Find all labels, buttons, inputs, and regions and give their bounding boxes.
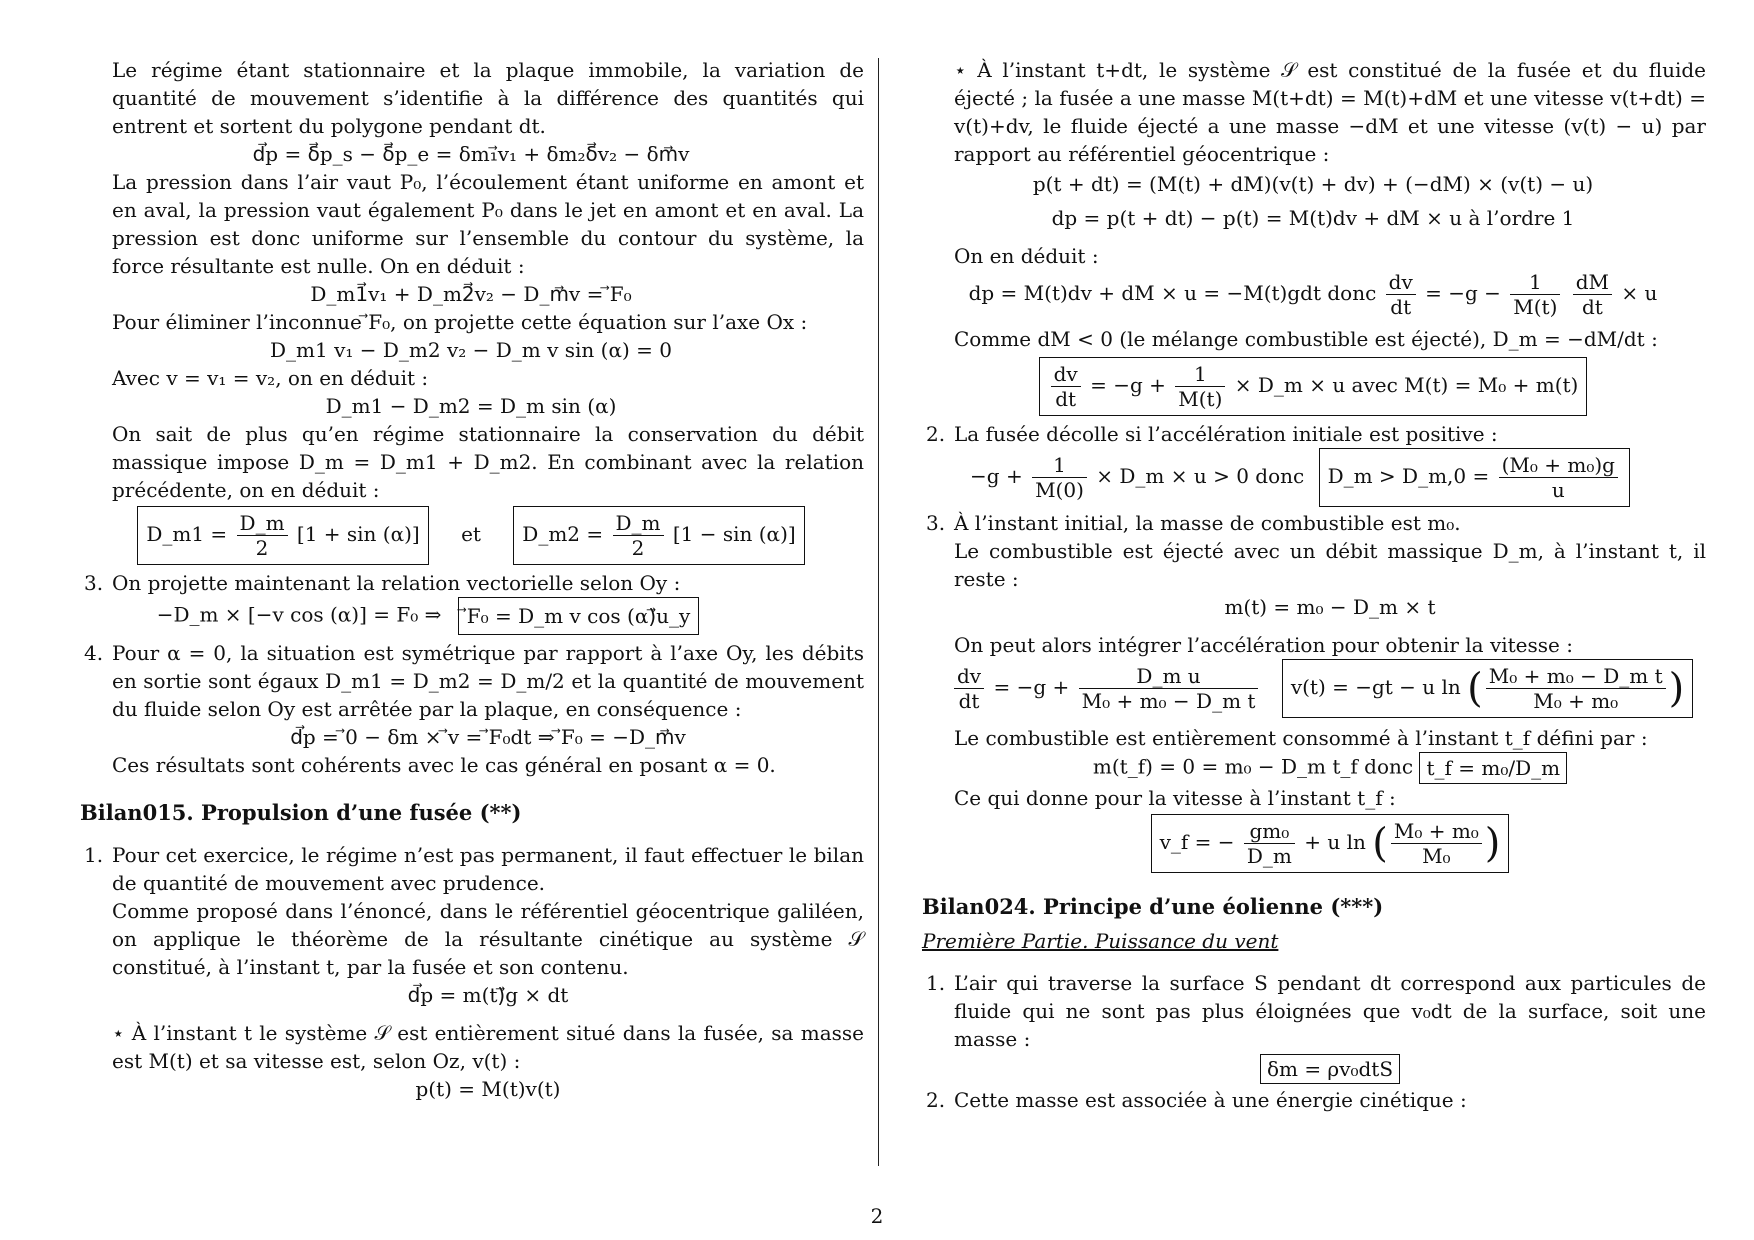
denominator: M₀ [1422, 844, 1451, 868]
paragraph: Le combustible est entièrement consommé à l’instant t_f défini par : [954, 726, 1648, 750]
equation-line [954, 814, 1706, 873]
paragraph: On peut alors intégrer l’accélération pour obtenir la vitesse : [954, 633, 1573, 657]
left-paren: ( [1467, 665, 1483, 712]
right-paren: ) [1484, 820, 1501, 867]
paragraph: Pour α = 0, la situation est symétrique par rapport à l’axe Oy, les débits en sortie sont égaux D_m1 = D_m2 = D_m/2 et la quantité de mouvement du fluide selon Oy est arrêtée par la plaque, en conséquence : [112, 641, 864, 721]
fraction [1032, 453, 1087, 502]
fraction [954, 664, 984, 713]
equation: v_f = − [1159, 830, 1235, 854]
equation: dp = M(t)dv + dM × u = −M(t)gdt donc [968, 281, 1377, 305]
list-item [920, 1086, 1706, 1114]
paragraph: ⋆ À l’instant t le système 𝒮 est entièrement situé dans la fusée, sa masse est M(t) et sa vitesse est, selon Oz, v(t) : [112, 1021, 864, 1073]
paragraph: Le régime étant stationnaire et la plaque immobile, la variation de quantité de mouvement s’identifie à la différence des quantités qui entrent et sortent du polygone pendant dt. [112, 58, 864, 138]
equation: p(t) = M(t)v(t) [415, 1077, 561, 1101]
numerator: D_m [613, 511, 664, 536]
equation-line [954, 752, 1706, 784]
equation: dp = p(t + dt) − p(t) = M(t)dv + dM × u à l’ordre 1 [1051, 206, 1575, 230]
paragraph: Comme proposé dans l’énoncé, dans le référentiel géocentrique galiléen, on applique le théorème de la résultante cinétique au système 𝒮 constitué, à l’instant t, par la fusée et son contenu. [112, 899, 864, 979]
part-heading: Première Partie. Puissance du vent [922, 929, 1279, 953]
denominator: dt [1055, 387, 1077, 411]
equation: D_m1⃗v₁ + D_m2⃗v₂ − D_m⃗v = ⃗F₀ [310, 282, 632, 306]
list-item [920, 969, 1706, 1084]
list-item [920, 420, 1706, 507]
denominator: dt [958, 689, 980, 713]
boxed-equation: δm = ρv₀dtS [1260, 1054, 1400, 1084]
list-item [920, 509, 1706, 873]
equation-text: [1 + sin (α)] [296, 522, 420, 546]
equation: −g + [970, 464, 1023, 488]
equation: d⃗p = ⃗0 − δm × ⃗v = ⃗F₀dt ⇒ ⃗F₀ = −D_m⃗v [290, 725, 686, 749]
equation-line [894, 448, 1706, 507]
equation: m(t_f) = 0 = m₀ − D_m t_f donc [1092, 754, 1414, 779]
fraction [1391, 819, 1482, 868]
paragraph: Ces résultats sont cohérents avec le cas général en posant α = 0. [112, 753, 776, 777]
fraction [1510, 270, 1560, 319]
denominator: dt [1390, 295, 1412, 319]
equation-line [920, 270, 1706, 319]
paragraph: Cette masse est associée à une énergie cinétique : [954, 1087, 1467, 1112]
numerator: dM [1573, 270, 1612, 295]
boxed-equation [513, 506, 804, 565]
equation-line [954, 1053, 1706, 1084]
paragraph: Pour cet exercice, le régime n’est pas permanent, il faut effectuer le bilan de quantité de mouvement avec prudence. [112, 843, 864, 895]
list-item [78, 841, 864, 1103]
paragraph: Pour éliminer l’inconnue ⃗F₀, on projette cette équation sur l’axe Ox : [112, 310, 808, 334]
item-number: 2. [926, 1087, 946, 1112]
numerator: D_m [237, 511, 288, 536]
equation: d⃗p = m(t)⃗g × dt [407, 983, 569, 1007]
fraction [1499, 453, 1618, 502]
paragraph: On en déduit : [954, 244, 1099, 268]
numerator: dv [1386, 270, 1416, 295]
numerator: gm₀ [1244, 819, 1295, 844]
list-item [78, 569, 864, 635]
equation-line [0, 597, 864, 635]
paragraph: On projette maintenant la relation vectorielle selon Oy : [112, 571, 681, 595]
column-divider [878, 58, 879, 1166]
paragraph: La pression dans l’air vaut P₀, l’écoulement étant uniforme en amont et en aval, la pression vaut également P₀ dans le jet en amont et en aval. La pression est donc uniforme sur l’ensemble du contour du système, la force résultante est nulle. On en déduit : [112, 170, 864, 278]
section-heading: Bilan015. Propulsion d’une fusée (**) [80, 800, 522, 825]
equation: D_m1 v₁ − D_m2 v₂ − D_m v sin (α) = 0 [270, 338, 672, 362]
equation: = −g − [1425, 281, 1501, 305]
left-paren: ( [1372, 820, 1388, 867]
fraction [1051, 362, 1081, 411]
fraction [237, 511, 288, 560]
page-number: 2 [870, 1204, 884, 1228]
equation-line [920, 357, 1706, 416]
denominator: u [1551, 478, 1565, 502]
conjunction: et [461, 522, 481, 546]
equation: p(t + dt) = (M(t) + dM)(v(t) + dv) + (−dM) × (v(t) − u) [1032, 172, 1594, 196]
boxed-results [78, 506, 864, 565]
fraction [1175, 362, 1225, 411]
fraction [1386, 270, 1416, 319]
denominator: 2 [255, 536, 269, 560]
paragraph: Comme dM < 0 (le mélange combustible est éjecté), D_m = −dM/dt : [954, 327, 1658, 351]
paragraph: ⋆ À l’instant t+dt, le système 𝒮 est constitué de la fusée et du fluide éjecté ; la fusée a une masse M(t+dt) = M(t)+dM et une vitesse v(t+dt) = v(t)+dv, le fluide éjecté a une masse −dM et une vitesse (v(t) − u) par rapport au référentiel géocentrique : [954, 58, 1706, 166]
equation: −D_m × [−v cos (α)] = F₀ ⇒ [156, 602, 442, 627]
right-paren: ) [1668, 665, 1685, 712]
boxed-equation [137, 506, 428, 565]
numerator: (M₀ + m₀)g [1499, 453, 1618, 478]
numerator: D_m u [1079, 664, 1259, 689]
section-heading: Bilan024. Principe d’une éolienne (***) [922, 894, 1384, 919]
numerator: 1 [1510, 270, 1560, 295]
item-number: 2. [926, 422, 946, 446]
denominator: M(t) [1178, 387, 1223, 411]
boxed-equation: t_f = m₀/D_m [1419, 752, 1567, 784]
denominator: D_m [1246, 844, 1292, 868]
left-column [78, 56, 864, 1103]
denominator: 2 [631, 536, 645, 560]
boxed-equation: ⃗F₀ = D_m v cos (α)⃗u_y [458, 597, 700, 635]
paragraph: On sait de plus qu’en régime stationnaire la conservation du débit massique impose D_m = D_m1 + D_m2. En combinant avec la relation précédente, on en déduit : [112, 422, 864, 502]
equation: × u [1621, 281, 1658, 305]
numerator: dv [1051, 362, 1081, 387]
equation-text: [1 − sin (α)] [672, 522, 796, 546]
equation: × D_m × u > 0 donc [1096, 464, 1305, 488]
right-column [920, 56, 1706, 1114]
item-number: 1. [926, 971, 946, 995]
list-item [78, 639, 864, 779]
numerator: 1 [1032, 453, 1087, 478]
fraction [1079, 664, 1259, 713]
fraction [1244, 819, 1295, 868]
equation: m(t) = m₀ − D_m × t [1224, 595, 1436, 619]
item-number: 3. [926, 511, 946, 535]
boxed-equation [1319, 448, 1630, 507]
equation: = −g + [1090, 373, 1166, 397]
paragraph: Avec v = v₁ = v₂, on en déduit : [112, 366, 429, 390]
equation-text: D_m1 = [146, 522, 228, 546]
equation-line [954, 659, 1706, 718]
equation: D_m > D_m,0 = [1327, 464, 1490, 488]
equation: d⃗p = δ⃗p_s − δ⃗p_e = δm₁⃗v₁ + δm₂δ⃗v₂ − δm⃗v [252, 142, 690, 166]
boxed-equation [1282, 659, 1693, 718]
item-number: 4. [84, 641, 104, 665]
item-number: 3. [84, 571, 104, 595]
paragraph: Ce qui donne pour la vitesse à l’instant t_f : [954, 786, 1396, 810]
fraction [1486, 664, 1666, 713]
numerator: M₀ + m₀ [1391, 819, 1482, 844]
paragraph: À l’instant initial, la masse de combustible est m₀. [954, 511, 1461, 535]
equation: + u ln [1304, 830, 1366, 854]
paragraph: L’air qui traverse la surface S pendant dt correspond aux particules de fluide qui ne sont pas plus éloignées que v₀dt de la surface, soit une masse : [954, 971, 1706, 1051]
equation: × D_m × u avec M(t) = M₀ + m(t) [1234, 373, 1579, 397]
fraction [1573, 270, 1612, 319]
equation: = −g + [993, 675, 1070, 699]
denominator: M(t) [1513, 295, 1558, 319]
numerator: dv [954, 664, 984, 689]
denominator: dt [1581, 295, 1603, 319]
fraction [613, 511, 664, 560]
boxed-equation [1151, 814, 1510, 873]
denominator: M(0) [1035, 478, 1084, 502]
equation-text: D_m2 = [522, 522, 604, 546]
denominator: M₀ + m₀ [1533, 689, 1619, 713]
numerator: 1 [1175, 362, 1225, 387]
denominator: M₀ + m₀ − D_m t [1081, 689, 1256, 713]
equation: D_m1 − D_m2 = D_m sin (α) [325, 394, 617, 418]
boxed-equation [1039, 357, 1588, 416]
item-number: 1. [84, 843, 104, 867]
paragraph: La fusée décolle si l’accélération initiale est positive : [954, 422, 1498, 446]
equation: v(t) = −gt − u ln [1290, 675, 1461, 699]
numerator: M₀ + m₀ − D_m t [1486, 664, 1666, 689]
paragraph: Le combustible est éjecté avec un débit massique D_m, à l’instant t, il reste : [954, 539, 1706, 591]
